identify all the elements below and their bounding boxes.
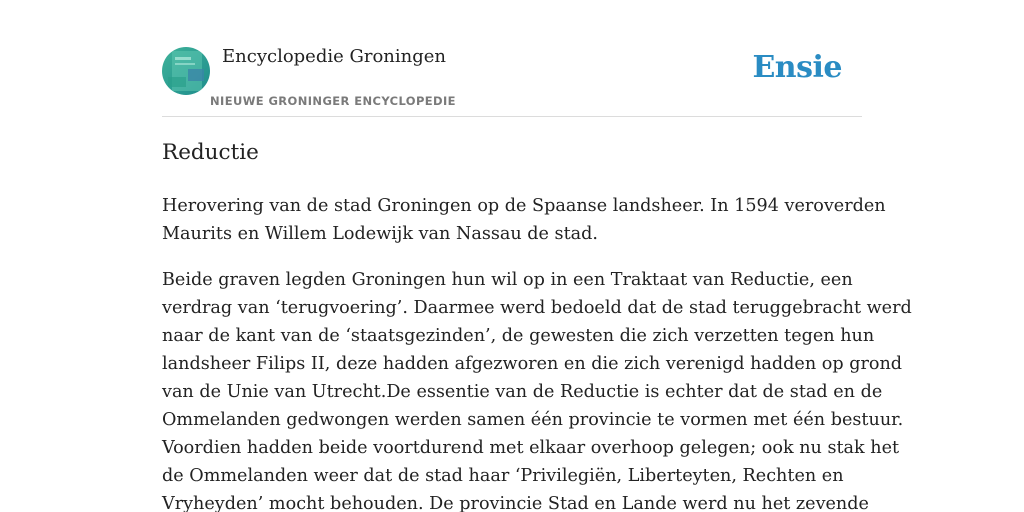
text-line: de Ommelanden weer dat de stad haar ‘Privilegiën, Liberteyten, Rechten en <box>162 466 844 486</box>
text-line: Beide graven legden Groningen hun wil op in een Traktaat van Reductie, een <box>162 270 853 290</box>
text-line: van de Unie van Utrecht.De essentie van de Reductie is echter dat de stad en de <box>162 382 883 402</box>
text-line: Voordien hadden beide voortdurend met elkaar overhoop gelegen; ook nu stak het <box>162 438 900 458</box>
ensie-brand-logo[interactable]: Ensie <box>752 50 842 85</box>
article-body <box>162 192 912 512</box>
site-logo-icon[interactable] <box>162 47 210 95</box>
article-paragraph <box>162 192 886 248</box>
text-line: Maurits en Willem Lodewijk van Nassau de stad. <box>162 224 599 244</box>
site-title[interactable]: Encyclopedie Groningen <box>222 46 447 67</box>
text-line: Ommelanden gedwongen werden samen één provincie te vormen met één bestuur. <box>162 410 904 430</box>
text-line: Vryheyden’ mocht behouden. De provincie Stad en Lande werd nu het zevende <box>162 494 869 512</box>
article-title: Reductie <box>162 140 259 165</box>
site-header <box>162 0 862 117</box>
site-subtitle: NIEUWE GRONINGER ENCYCLOPEDIE <box>210 94 456 108</box>
article-paragraph <box>162 266 912 512</box>
text-line: naar de kant van de ‘staatsgezinden’, de gewesten die zich verzetten tegen hun <box>162 326 875 346</box>
text-line: Herovering van de stad Groningen op de Spaanse landsheer. In 1594 veroverden <box>162 196 886 216</box>
text-line: verdrag van ‘terugvoering’. Daarmee werd bedoeld dat de stad teruggebracht werd <box>162 298 912 318</box>
text-line: landsheer Filips II, deze hadden afgezworen en die zich verenigd hadden op grond <box>162 354 903 374</box>
